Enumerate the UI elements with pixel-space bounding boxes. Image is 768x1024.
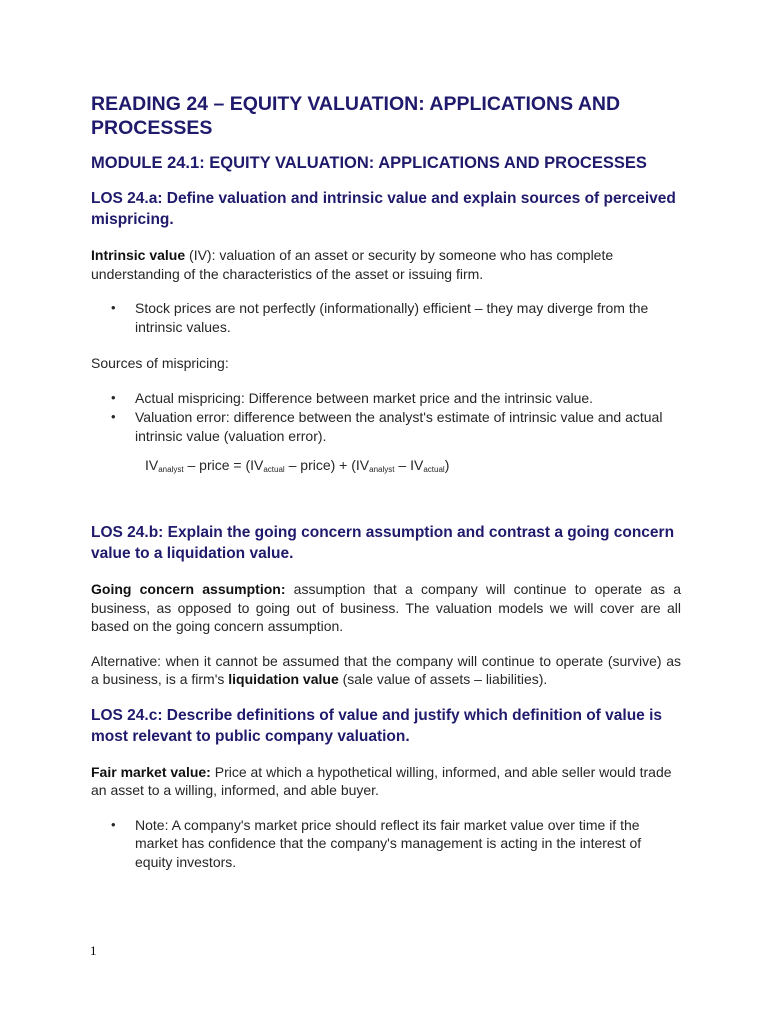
list-item bbox=[111, 408, 681, 445]
module-title: MODULE 24.1: EQUITY VALUATION: APPLICATIONS AND PROCESSES bbox=[91, 154, 647, 172]
sources-list bbox=[91, 389, 681, 446]
list-item bbox=[111, 299, 681, 336]
los-a-heading: LOS 24.a: Define valuation and intrinsic value and explain sources of perceived mispricing. bbox=[91, 190, 676, 228]
list-item-text: Valuation error: difference between the analyst's estimate of intrinsic value and actual intrinsic value (valuation error). bbox=[135, 409, 663, 444]
fair-market-value-paragraph bbox=[91, 763, 681, 800]
list-item-text: Note: A company's market price should reflect its fair market value over time if the market has confidence that the company's management is acting in the interest of equity investors. bbox=[135, 816, 642, 870]
bullet-icon: • bbox=[111, 816, 116, 832]
fair-market-value-term: Fair market value: bbox=[91, 763, 211, 780]
section-spacer bbox=[91, 480, 681, 522]
going-concern-term: Going concern assumption: bbox=[91, 581, 286, 597]
bullet-icon: • bbox=[111, 389, 116, 405]
list-item-text: Actual mispricing: Difference between market price and the intrinsic value. bbox=[135, 389, 594, 406]
sources-label: Sources of mispricing: bbox=[91, 355, 229, 371]
list-item bbox=[111, 389, 681, 408]
note-list bbox=[91, 816, 681, 872]
los-c-heading: LOS 24.c: Describe definitions of value and justify which definition of value is most relevant to public company valuation. bbox=[91, 706, 663, 745]
mispricing-formula: $IV_{analyst}$ – price = ($IV_{actual}$ – price) + $(IV_{analyst} - IV_{actual})$ bbox=[145, 457, 450, 474]
bullet-icon: • bbox=[111, 409, 116, 424]
page-number: 1 bbox=[90, 943, 97, 958]
intrinsic-value-definition: (IV): valuation of an asset or security by someone who has complete understanding of the characteristics of the asset or issuing firm. bbox=[91, 247, 614, 282]
liquidation-value-term: liquidation value bbox=[228, 671, 339, 687]
liquidation-paragraph: Alternative: when it cannot be assumed that the company will continue to operate (survive) as a business, is a firm's liquidation value (sale value of assets – liabilities). bbox=[91, 652, 681, 687]
going-concern-paragraph bbox=[91, 580, 681, 636]
intrinsic-value-term: Intrinsic value bbox=[91, 247, 186, 263]
efficiency-list bbox=[91, 299, 681, 336]
reading-title: READING 24 – EQUITY VALUATION: APPLICATIONS AND PROCESSES bbox=[91, 93, 621, 139]
bullet-icon: • bbox=[111, 300, 116, 315]
list-item bbox=[111, 816, 681, 872]
list-item-text: Stock prices are not perfectly (informationally) efficient – they may diverge from the intrinsic values. bbox=[135, 300, 649, 335]
fair-market-value-definition: Price at which a hypothetical willing, informed, and able seller would trade an asset to a willing, informed, and able buyer. bbox=[91, 763, 672, 798]
intrinsic-value-paragraph bbox=[91, 246, 681, 283]
los-b-heading: LOS 24.b: Explain the going concern assumption and contrast a going concern value to a liquidation value. bbox=[91, 524, 675, 562]
going-concern-definition: assumption that a company will continue to operate as a business, as opposed to going out of business. The valuation models we will cover are all based on the going concern assumption. bbox=[91, 581, 681, 634]
document-page bbox=[91, 92, 681, 889]
